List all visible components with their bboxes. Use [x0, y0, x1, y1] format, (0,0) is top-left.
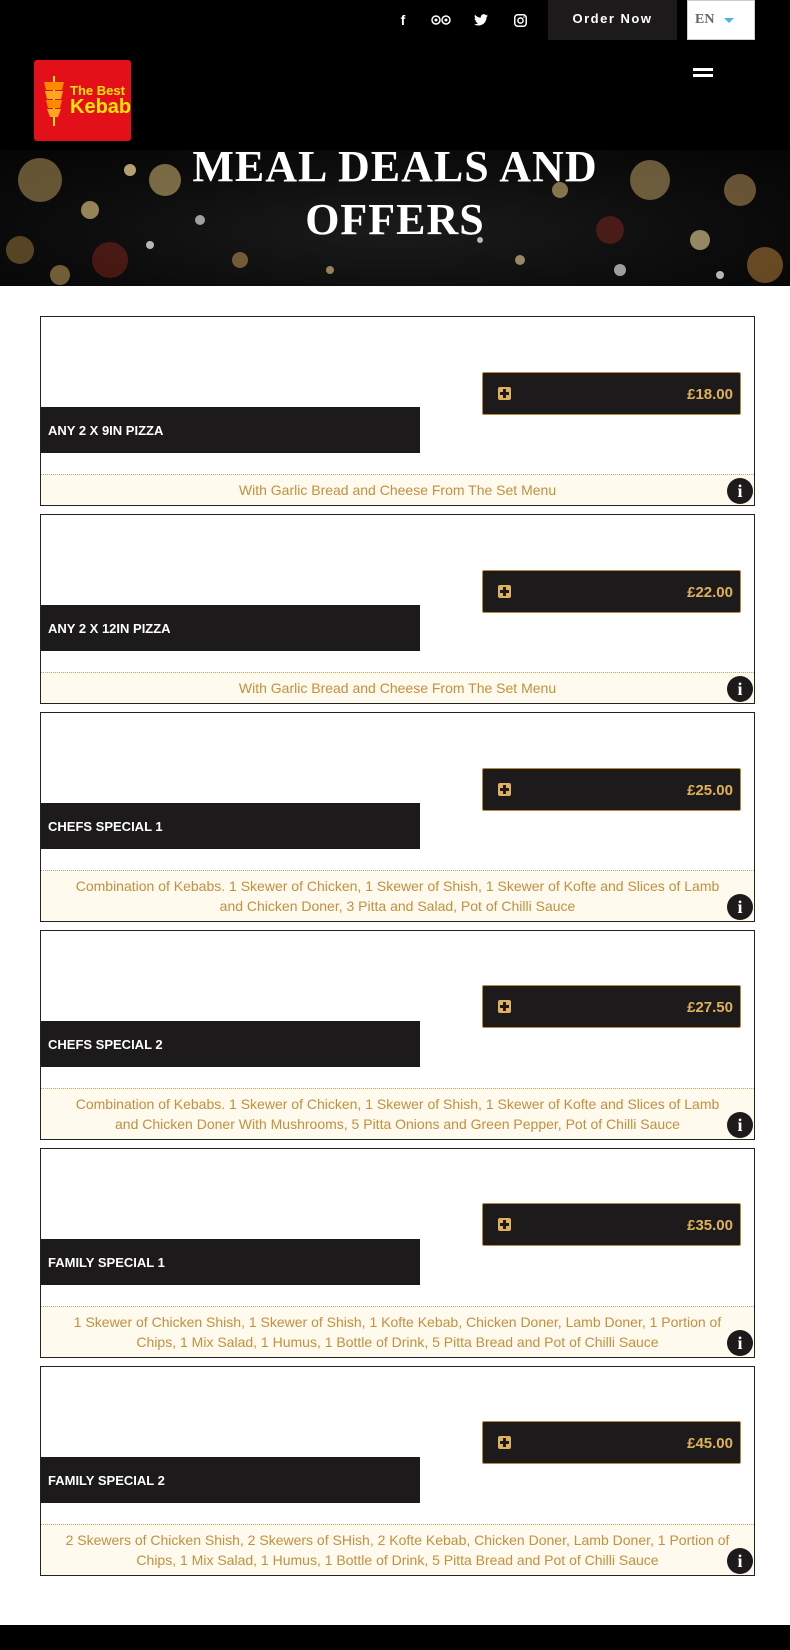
- deal-card: [40, 316, 755, 506]
- add-to-order-button[interactable]: [482, 768, 741, 811]
- add-to-order-button[interactable]: [482, 372, 741, 415]
- info-icon[interactable]: i: [727, 676, 753, 702]
- deal-description: [41, 870, 754, 921]
- info-icon[interactable]: i: [727, 1330, 753, 1356]
- deal-price: £22.00: [687, 584, 733, 601]
- plus-square-icon: [498, 1436, 511, 1449]
- deal-price: £27.50: [687, 999, 733, 1016]
- deal-price: £45.00: [687, 1435, 733, 1452]
- instagram-icon[interactable]: [509, 10, 531, 30]
- deal-name: FAMILY SPECIAL 2: [48, 1473, 165, 1488]
- menu-icon[interactable]: [693, 68, 713, 82]
- hero-banner: [0, 150, 790, 286]
- plus-square-icon: [498, 1218, 511, 1231]
- deal-name-bar: [41, 407, 420, 453]
- logo[interactable]: [34, 60, 131, 141]
- plus-square-icon: [498, 1000, 511, 1013]
- plus-square-icon: [498, 387, 511, 400]
- add-to-order-button[interactable]: [482, 1421, 741, 1464]
- tripadvisor-icon[interactable]: [430, 10, 452, 30]
- footer: [0, 1625, 790, 1650]
- deal-name-bar: [41, 803, 420, 849]
- page-title-line1: MEAL DEALS AND: [192, 150, 598, 191]
- deal-name-bar: [41, 1457, 420, 1503]
- page-title-line2: OFFERS: [305, 195, 485, 244]
- twitter-icon[interactable]: [470, 10, 492, 30]
- deal-description-text: With Garlic Bread and Cheese From The Set Menu: [238, 482, 557, 498]
- deal-price: £18.00: [687, 386, 733, 403]
- kebab-spit-icon: [42, 76, 66, 126]
- deal-description: [41, 672, 754, 703]
- logo-text-line2: Kebab: [70, 96, 132, 118]
- logo-text-line1: The Best: [70, 83, 125, 98]
- deal-price: £25.00: [687, 782, 733, 799]
- deal-price: £35.00: [687, 1217, 733, 1234]
- deal-description-text: With Garlic Bread and Cheese From The Set Menu: [238, 680, 557, 696]
- deal-card: [40, 1366, 755, 1576]
- deal-description: [41, 1088, 754, 1139]
- caret-down-icon: [724, 18, 734, 23]
- deal-description: [41, 1306, 754, 1357]
- info-icon[interactable]: i: [727, 894, 753, 920]
- info-icon[interactable]: i: [727, 1548, 753, 1574]
- deal-name: CHEFS SPECIAL 2: [48, 1037, 163, 1052]
- deal-name: CHEFS SPECIAL 1: [48, 819, 163, 834]
- deal-name: ANY 2 X 12IN PIZZA: [48, 621, 171, 636]
- deal-name-bar: [41, 1021, 420, 1067]
- deal-description-text: 2 Skewers of Chicken Shish, 2 Skewers of SHish, 2 Kofte Kebab, Chicken Doner, Lamb Doner, 1 Portion of Chips, 1 Mix Salad, 1 Humus, 1 Bottle of Drink, 5 Pitta Bread and Pot of Chilli Sauce: [65, 1532, 730, 1568]
- deal-description-text: Combination of Kebabs. 1 Skewer of Chicken, 1 Skewer of Shish, 1 Skewer of Kofte and Slices of Lamb and Chicken Doner With Mushrooms, 5 Pitta Onions and Green Pepper, Pot of Chilli Sauce: [75, 1096, 720, 1132]
- deal-card: [40, 514, 755, 704]
- plus-square-icon: [498, 783, 511, 796]
- order-now-button[interactable]: Order Now: [548, 0, 677, 40]
- deal-description: [41, 474, 754, 505]
- deal-description: [41, 1524, 754, 1575]
- deal-card: [40, 930, 755, 1140]
- deal-description-text: Combination of Kebabs. 1 Skewer of Chicken, 1 Skewer of Shish, 1 Skewer of Kofte and Slices of Lamb and Chicken Doner, 3 Pitta and Salad, Pot of Chilli Sauce: [75, 878, 720, 914]
- deal-card: [40, 1148, 755, 1358]
- deal-name: ANY 2 X 9IN PIZZA: [48, 423, 164, 438]
- deal-card: [40, 712, 755, 922]
- top-bar: [0, 0, 790, 40]
- info-icon[interactable]: i: [727, 478, 753, 504]
- deal-description-text: 1 Skewer of Chicken Shish, 1 Skewer of Shish, 1 Kofte Kebab, Chicken Doner, Lamb Doner, 1 Portion of Chips, 1 Mix Salad, 1 Humus, 1 Bottle of Drink, 5 Pitta Bread and Pot of Chilli Sauce: [73, 1314, 722, 1350]
- plus-square-icon: [498, 585, 511, 598]
- add-to-order-button[interactable]: [482, 1203, 741, 1246]
- navbar: [0, 40, 790, 150]
- deal-name-bar: [41, 1239, 420, 1285]
- add-to-order-button[interactable]: [482, 570, 741, 613]
- language-label: EN: [695, 12, 715, 27]
- facebook-icon[interactable]: f: [400, 12, 406, 28]
- add-to-order-button[interactable]: [482, 985, 741, 1028]
- info-icon[interactable]: i: [727, 1112, 753, 1138]
- language-selector[interactable]: [687, 0, 755, 40]
- deal-name: FAMILY SPECIAL 1: [48, 1255, 165, 1270]
- deal-name-bar: [41, 605, 420, 651]
